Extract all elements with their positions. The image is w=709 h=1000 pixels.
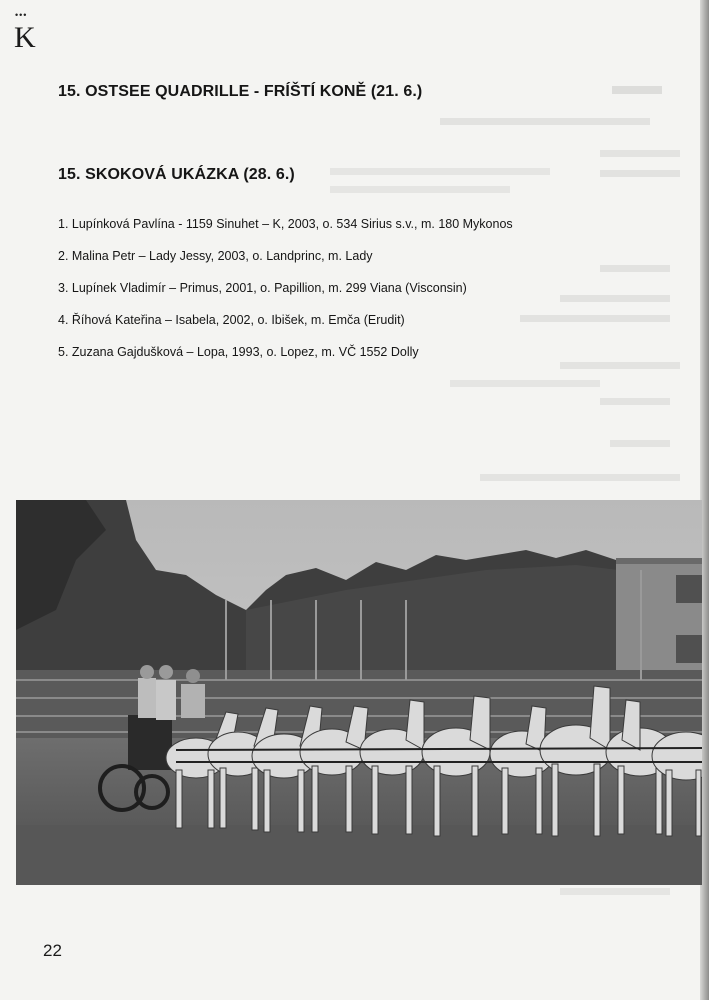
logo-dots: ••• [15, 10, 28, 20]
list-item: 2. Malina Petr – Lady Jessy, 2003, o. Landprinc, m. Lady [58, 249, 373, 263]
list-item: 1. Lupínková Pavlína - 1159 Sinuhet – K, 2003, o. 534 Sirius s.v., m. 180 Mykonos [58, 217, 513, 231]
list-item: 5. Zuzana Gajdušková – Lopa, 1993, o. Lopez, m. VČ 1552 Dolly [58, 345, 419, 359]
section-heading-jumping: 15. SKOKOVÁ UKÁZKA (28. 6.) [58, 166, 295, 183]
horse-team-photo [16, 500, 702, 885]
list-item: 4. Říhová Kateřina – Isabela, 2002, o. Ibišek, m. Emča (Erudit) [58, 313, 405, 327]
results-list [58, 215, 513, 375]
page-number: 22 [43, 941, 62, 960]
section-heading-quadrille: 15. OSTSEE QUADRILLE - FRÍŠTÍ KONĚ (21. 6.) [58, 83, 423, 100]
list-item: 3. Lupínek Vladimír – Primus, 2001, o. Papillion, m. 299 Viana (Visconsin) [58, 281, 467, 295]
logo-letter: K [14, 21, 36, 54]
publisher-logo [14, 10, 38, 54]
